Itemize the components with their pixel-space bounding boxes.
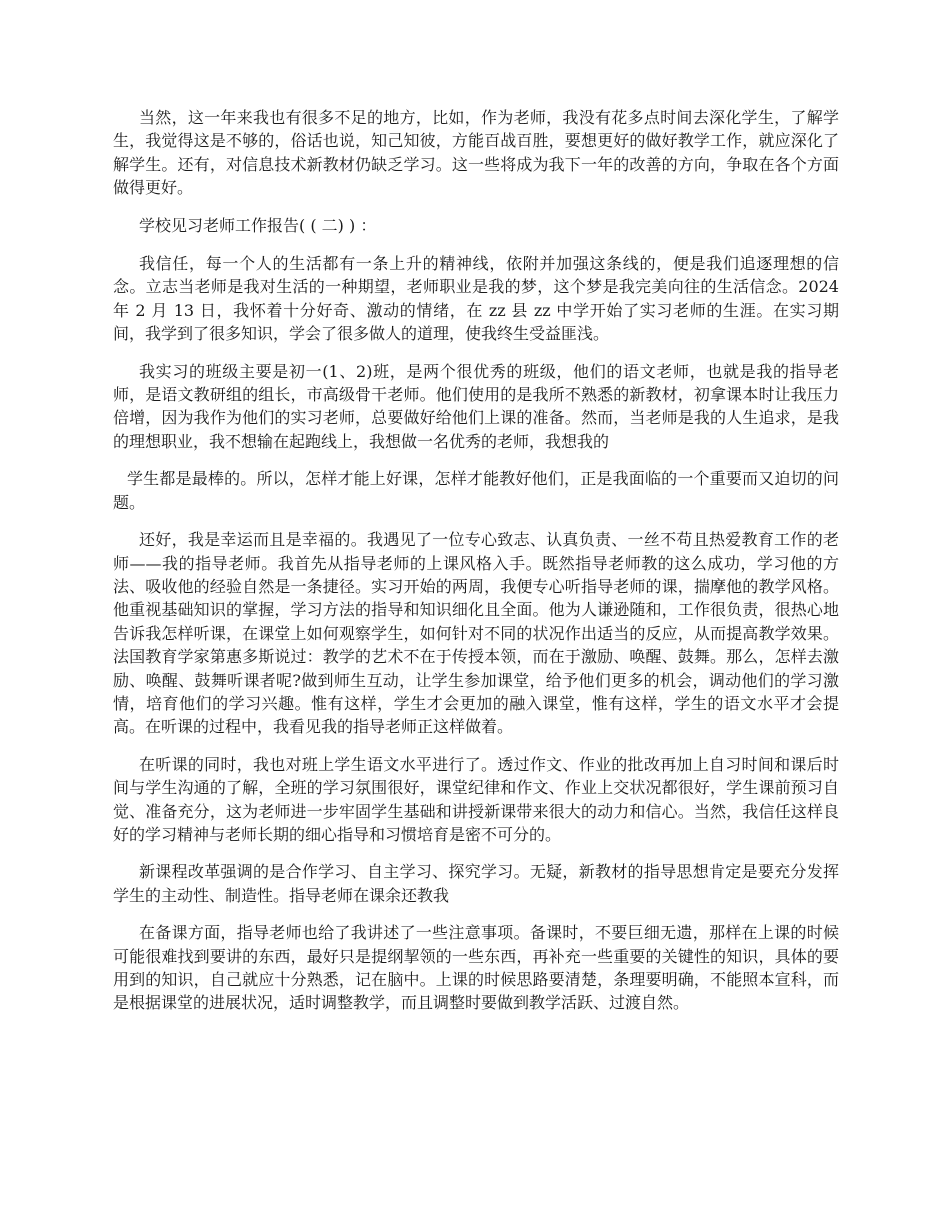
paragraph-8: 在备课方面，指导老师也给了我讲述了一些注意事项。备课时，不要巨细无遗，那样在上课的时候可能很难找到要讲的东西，最好只是提纲挈领的一些东西，再补充一些重要的关键性的知识，具体的要用到的知识，自己就应十分熟悉，记在脑中。上课的时候思路要清楚，条理要明确，不能照本宣科，而是根据课堂的进展状况，适时调整教学，而且调整时要做到教学活跃、过渡自然。 xyxy=(113,923,839,1013)
paragraph-3: 我实习的班级主要是初一(1、2)班，是两个很优秀的班级，他们的语文老师，也就是我的指导老师，是语文教研组的组长，市高级骨干老师。他们使用的是我所不熟悉的新教材，初拿课本时让我压力倍增，因为我作为他们的实习老师，总要做好给他们上课的准备。然而，当老师是我的人生追求，是我的理想职业，我不想输在起跑线上，我想做一名优秀的老师，我想我的 xyxy=(113,361,839,451)
paragraph-7: 新课程改革强调的是合作学习、自主学习、探究学习。无疑，新教材的指导思想肯定是要充分发挥学生的主动性、制造性。指导老师在课余还教我 xyxy=(113,862,839,905)
document-body xyxy=(113,106,839,1029)
section-heading: 学校见习老师工作报告( ( 二) ) ： xyxy=(139,215,377,235)
paragraph-1: 当然，这一年来我也有很多不足的地方，比如，作为老师，我没有花多点时间去深化学生，了解学生，我觉得这是不够的，俗话也说，知己知彼，方能百战百胜，要想更好的做好教学工作，就应深化了解学生。还有，对信息技术新教材仍缺乏学习。这一些将成为我下一年的改善的方向，争取在各个方面做得更好。 xyxy=(113,108,839,198)
paragraph-5: 还好，我是幸运而且是幸福的。我遇见了一位专心致志、认真负责、一丝不苟且热爱教育工作的老师——我的指导老师。我首先从指导老师的上课风格入手。既然指导老师教的这么成功，学习他的方法、吸收他的经验自然是一条捷径。实习开始的两周，我便专心听指导老师的课，揣摩他的教学风格。他重视基础知识的掌握，学习方法的指导和知识细化且全面。他为人谦逊随和，工作很负责，很热心地告诉我怎样听课，在课堂上如何观察学生，如何针对不同的状况作出适当的反应，从而提高教学效果。法国教育学家第惠多斯说过：教学的艺术不在于传授本领，而在于激励、唤醒、鼓舞。那么，怎样去激励、唤醒、鼓舞听课者呢?做到师生互动，让学生参加课堂，给予他们更多的机会，调动他们的学习激情，培育他们的学习兴趣。惟有这样，学生才会更加的融入课堂，惟有这样，学生的语文水平才会提高。在听课的过程中，我看见我的指导老师正这样做着。 xyxy=(113,530,839,737)
paragraph-2: 我信任，每一个人的生活都有一条上升的精神线，依附并加强这条线的，便是我们追逐理想的信念。立志当老师是我对生活的一种期望，老师职业是我的梦，这个梦是我完美向往的生活信念。2024 年 2 月 13 日，我怀着十分好奇、激动的情绪，在 zz 县 zz 中学开始了实习老师的生涯。在实习期间，我学到了很多知识，学会了很多做人的道理，使我终生受益匪浅。 xyxy=(113,254,839,344)
paragraph-6: 在听课的同时，我也对班上学生语文水平进行了。透过作文、作业的批改再加上自习时间和课后时间与学生沟通的了解，全班的学习氛围很好，课堂纪律和作文、作业上交状况都很好，学生课前预习自觉、准备充分，这为老师进一步牢固学生基础和讲授新课带来很大的动力和信心。当然，我信任这样良好的学习精神与老师长期的细心指导和习惯培育是密不可分的。 xyxy=(113,754,839,844)
paragraph-4: 学生都是最棒的。所以，怎样才能上好课，怎样才能教好他们，正是我面临的一个重要而又迫切的问题。 xyxy=(113,469,839,512)
